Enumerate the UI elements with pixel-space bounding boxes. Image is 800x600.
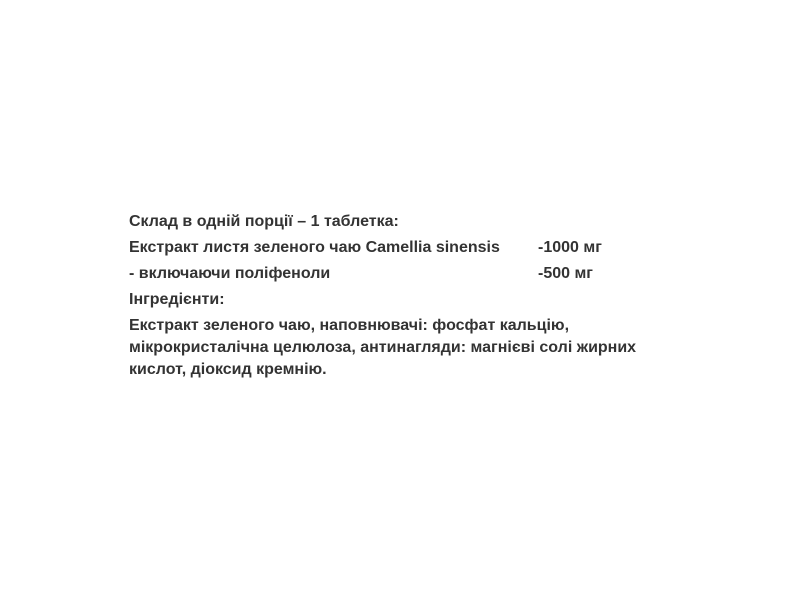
ingredients-paragraph bbox=[129, 315, 729, 381]
composition-heading: Склад в одній порції – 1 таблетка: bbox=[129, 213, 399, 230]
ingredients-line: кислот, діоксид кремнію. bbox=[129, 361, 327, 378]
ingredients-line: Екстракт зеленого чаю, наповнювачі: фосфат кальцію, bbox=[129, 317, 570, 334]
ingredients-line: мікрокристалічна целюлоза, антинагляди: магнієві солі жирних bbox=[129, 339, 637, 356]
composition-row-green-tea-extract bbox=[129, 235, 729, 261]
composition-item-amount: -1000 мг bbox=[538, 239, 602, 256]
ingredients-heading: Інгредієнти: bbox=[129, 291, 225, 308]
composition-item-label: Екстракт листя зеленого чаю Camellia sinensis bbox=[129, 239, 500, 256]
composition-item-label: - включаючи поліфеноли bbox=[129, 265, 331, 282]
product-composition-text bbox=[129, 209, 729, 381]
composition-row-polyphenols bbox=[129, 261, 729, 287]
composition-item-amount: -500 мг bbox=[538, 265, 593, 282]
